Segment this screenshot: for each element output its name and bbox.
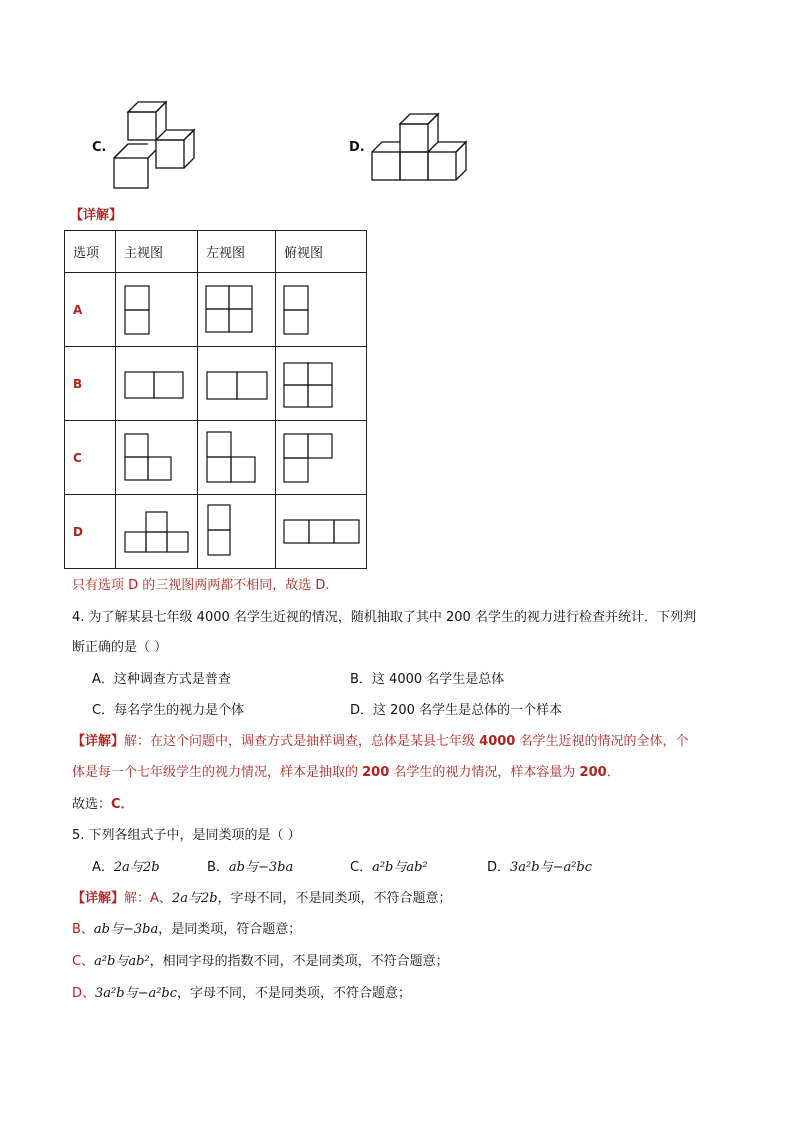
a-front-view	[116, 273, 198, 347]
q4-answer-prefix: 故选：	[72, 797, 112, 812]
option-c-label: C.	[92, 140, 107, 155]
q4-option-c: C．每名学生的视力是个体	[92, 703, 245, 718]
option-d-cube-figure	[368, 110, 472, 184]
q5-option-c-label: C．	[350, 860, 373, 875]
q4-detail-text4: 名学生的视力情况，样本容量为	[389, 765, 580, 780]
q5-detail-b-post: ，是同类项，符合题意；	[158, 922, 302, 937]
table-row	[65, 273, 367, 347]
q5-detail-d-post: ，字母不同，不是同类项，不符合题意；	[177, 986, 412, 1001]
q5-option-d-label: D．	[487, 860, 511, 875]
q4-stem-line1: 4. 为了解某县七年级 4000 名学生近视的情况，随机抽取了其中 200 名学生的视力进行检查并统计．下列判	[72, 610, 696, 625]
header-left-view: 左视图	[198, 231, 276, 273]
c-left-view	[198, 421, 276, 495]
q5-option-c-expr: a²b与ab²	[372, 860, 428, 875]
q5-detail-d-pre: D、	[72, 986, 96, 1001]
q4-stem-line2: 断正确的是（ ）	[72, 640, 168, 655]
table-header-row	[65, 231, 367, 273]
a-left-view	[198, 273, 276, 347]
q5-detail-line-d	[72, 982, 411, 1001]
q4-detail-text5: ．	[606, 765, 620, 780]
q4-detail-text3: 体是每一个七年级学生的视力情况，样本是抽取的	[72, 765, 363, 780]
q5-option-a-expr: 2a与2b	[113, 860, 160, 875]
table-row	[65, 347, 367, 421]
d-left-view	[198, 495, 276, 569]
q5-detail-line-b	[72, 918, 301, 937]
q5-detail-a-post: ，字母不同，不是同类项，不符合题意；	[217, 891, 452, 906]
row-label-b: B	[65, 347, 116, 421]
row-label-a: A	[65, 273, 116, 347]
q5-option-c	[350, 856, 428, 875]
q4-answer: C．	[111, 797, 134, 812]
b-left-view	[198, 347, 276, 421]
q5-stem: 5. 下列各组式子中，是同类项的是（ ）	[72, 828, 301, 843]
row-label-c: C	[65, 421, 116, 495]
q5-option-a-label: A．	[92, 860, 114, 875]
q4-detail-text2: 名学生近视的情况的全体，个	[515, 734, 689, 749]
table-row	[65, 421, 367, 495]
q5-option-d	[487, 856, 592, 875]
row-label-d: D	[65, 495, 116, 569]
q5-option-b-label: B．	[207, 860, 229, 875]
q4-detail-line1	[72, 730, 688, 749]
q5-detail-c-pre: C、	[72, 954, 95, 969]
q4-option-d: D．这 200 名学生是总体的一个样本	[350, 703, 563, 718]
q4-option-b: B．这 4000 名学生是总体	[350, 672, 505, 687]
q3-conclusion: 只有选项 D 的三视图两两都不相同，故选 D.	[72, 578, 330, 593]
table-row	[65, 495, 367, 569]
b-front-view	[116, 347, 198, 421]
q4-detail-num1: 4000	[479, 734, 516, 749]
q4-answer-line	[72, 793, 134, 812]
q5-detail-b-expr: ab与−3ba	[93, 922, 159, 937]
a-top-view	[276, 273, 367, 347]
q5-option-b-expr: ab与−3ba	[228, 860, 294, 875]
c-top-view	[276, 421, 367, 495]
q5-detail-tag: 【详解】	[72, 891, 125, 906]
q5-detail-line-c	[72, 950, 449, 969]
c-front-view	[116, 421, 198, 495]
q4-option-a: A．这种调查方式是普查	[92, 672, 231, 687]
q5-detail-c-expr: a²b与ab²	[94, 954, 150, 969]
option-d-label: D.	[349, 140, 365, 155]
b-top-view	[276, 347, 367, 421]
q4-detail-line2	[72, 761, 620, 780]
three-view-table	[64, 230, 367, 569]
header-front-view: 主视图	[116, 231, 198, 273]
q5-option-b	[207, 856, 293, 875]
header-option: 选项	[65, 231, 116, 273]
q5-detail-b-pre: B、	[72, 922, 94, 937]
q5-detail-a-expr: 2a与2b	[171, 891, 218, 906]
header-top-view: 俯视图	[276, 231, 367, 273]
q5-option-a	[92, 856, 160, 875]
detail-heading: 【详解】	[70, 208, 123, 223]
option-c-cube-figure	[108, 100, 204, 192]
q5-detail-d-expr: 3a²b与−a²bc	[95, 986, 178, 1001]
q5-detail-a-pre: 解：A、	[124, 891, 172, 906]
q4-detail-num3: 200	[579, 765, 607, 780]
q4-detail-num2: 200	[362, 765, 390, 780]
q5-detail-c-post: ，相同字母的指数不同，不是同类项，不符合题意；	[149, 954, 449, 969]
q4-detail-text1: 解：在这个问题中，调查方式是抽样调查，总体是某县七年级	[124, 734, 480, 749]
q5-detail-line-a	[72, 887, 452, 906]
d-front-view	[116, 495, 198, 569]
d-top-view	[276, 495, 367, 569]
q4-detail-tag: 【详解】	[72, 734, 125, 749]
q5-option-d-expr: 3a²b与−a²bc	[510, 860, 593, 875]
